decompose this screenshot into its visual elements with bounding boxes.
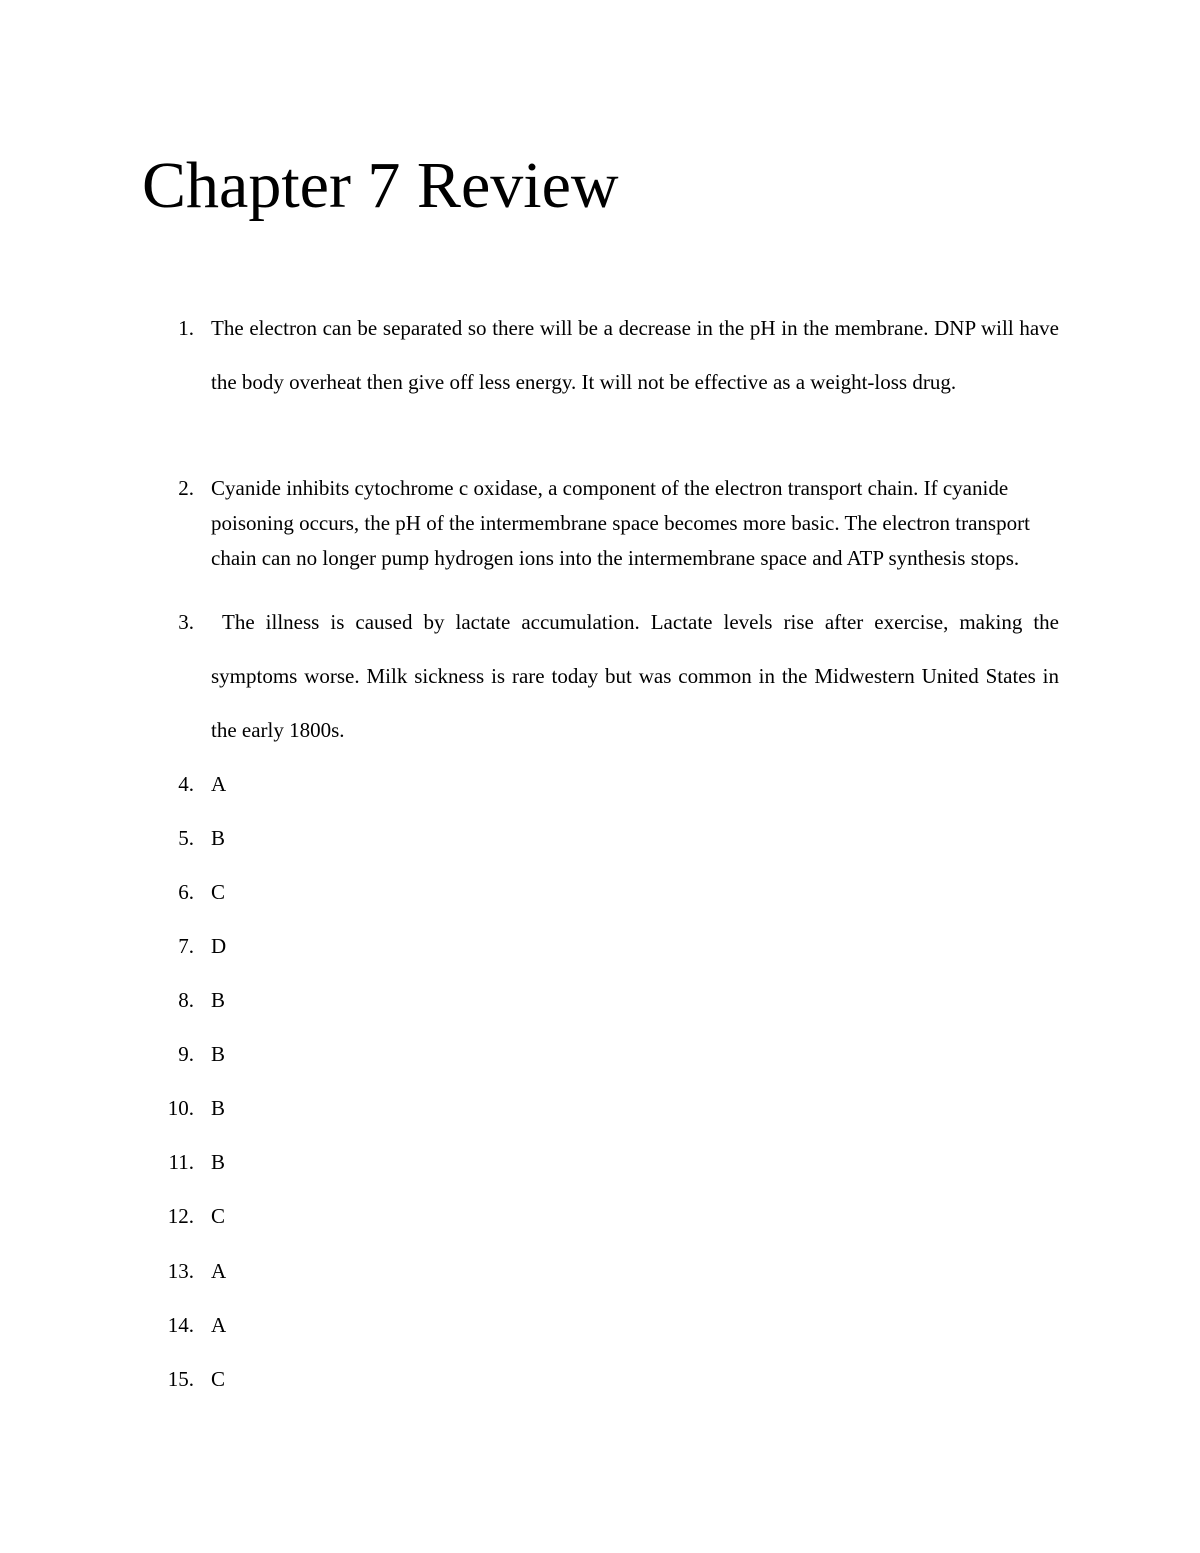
page-title: Chapter 7 Review [142, 149, 619, 222]
answer-number: 12. [167, 1204, 194, 1228]
answer-number: 14. [167, 1313, 194, 1337]
answer-text: D [211, 934, 227, 958]
answer-number: 4. [178, 772, 194, 796]
answer-number: 13. [167, 1259, 194, 1283]
answer-text: The illness is caused by lactate accumulation. Lactate levels rise after exercise, making the symptoms worse. Milk sickness is rare today but was common in the Midwestern United States in the early 1800s. [211, 610, 1065, 742]
answer-text: B [211, 1150, 226, 1174]
answer-text: C [211, 1367, 226, 1391]
answer-number: 6. [178, 880, 194, 904]
answer-text: B [211, 1096, 226, 1120]
answer-text: A [211, 1259, 227, 1283]
answer-text: The electron can be separated so there will be a decrease in the pH in the membrane. DNP will have the body overheat then give off less energy. It will not be effective as a weight-loss drug. [211, 316, 1059, 394]
answer-number: 11. [168, 1150, 194, 1174]
answer-text: C [211, 880, 226, 904]
answer-number: 9. [178, 1042, 194, 1066]
answer-text: B [211, 826, 226, 850]
answer-number: 7. [178, 934, 194, 958]
answer-text: B [211, 988, 226, 1012]
answer-number: 3. [178, 610, 194, 634]
answer-number: 2. [178, 476, 194, 500]
answer-text: A [211, 1313, 227, 1337]
answer-text: A [211, 772, 227, 796]
answer-number: 5. [178, 826, 194, 850]
answer-number: 8. [178, 988, 194, 1012]
answer-number: 10. [167, 1096, 194, 1120]
answer-number: 1. [178, 316, 194, 340]
answer-number: 15. [167, 1367, 194, 1391]
answer-text: C [211, 1204, 226, 1228]
answer-text: B [211, 1042, 226, 1066]
answer-text: Cyanide inhibits cytochrome c oxidase, a component of the electron transport chain. If cyanide poisoning occurs, the pH of the intermembrane space becomes more basic. The electron transport chain can no longer pump hydrogen ions into the intermembrane space and ATP synthesis stops. [211, 476, 1030, 570]
